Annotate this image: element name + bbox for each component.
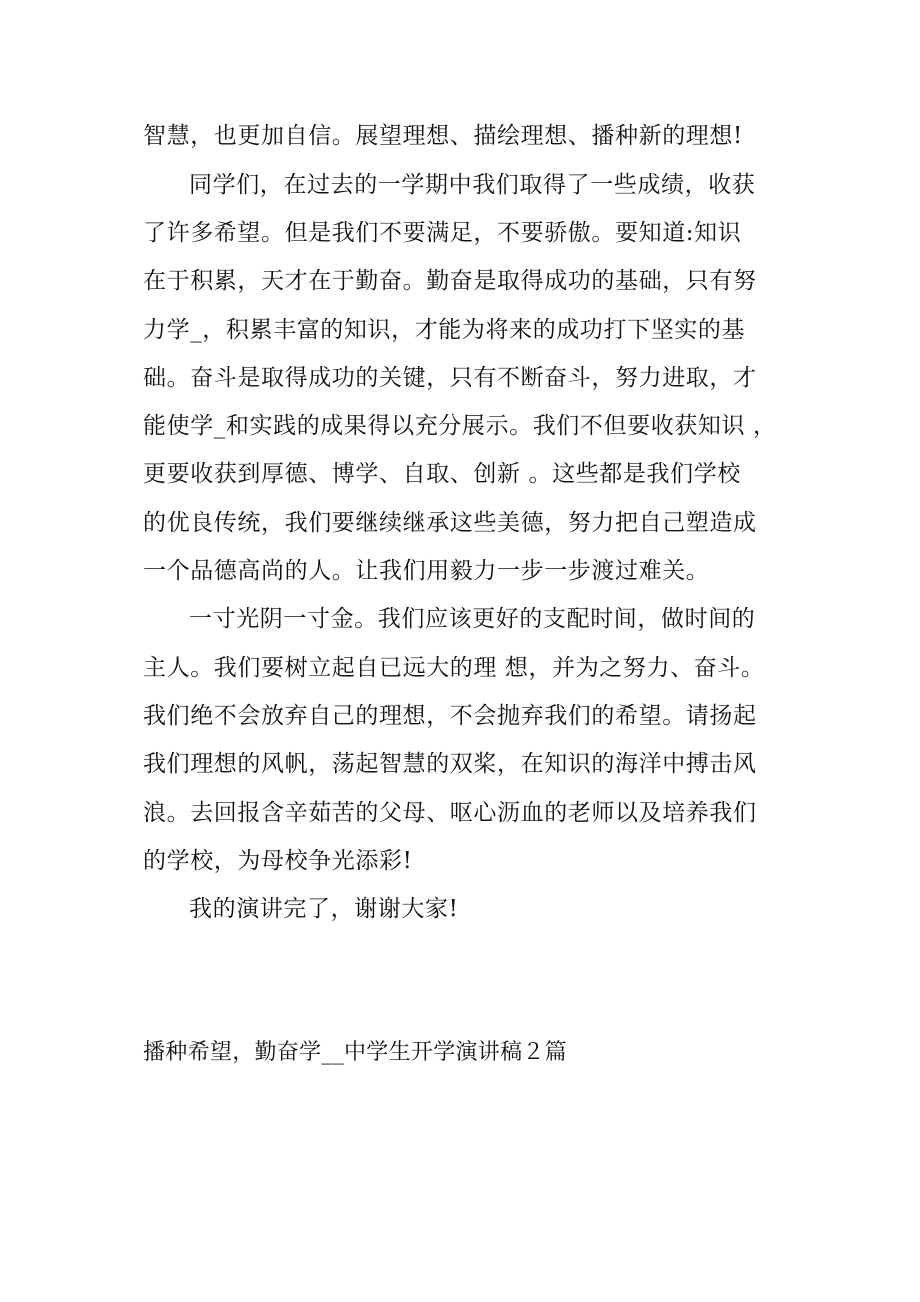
section-title: 播种希望，勤奋学__中学生开学演讲稿２篇 — [143, 1040, 568, 1065]
text-line: 我们理想的风帆，荡起智慧的双桨，在知识的海洋中搏击风 — [143, 751, 757, 777]
text-line: 同学们，在过去的一学期中我们取得了一些成绩，收获 — [189, 172, 756, 198]
text-line: 一个品德高尚的人。让我们用毅力一步一步渡过难关。 — [143, 558, 710, 584]
text-line: 础。奋斗是取得成功的关键，只有不断奋斗，努力进取，才 — [143, 365, 757, 391]
text-line: 我的演讲完了，谢谢大家! — [189, 896, 459, 922]
text-line: 更要收获到厚德、博学、自取、创新 。这些都是我们学校 — [143, 461, 741, 487]
text-line: 的优良传统，我们要继续继承这些美德，努力把自己塑造成 — [143, 510, 757, 536]
text-line: 力学_，积累丰富的知识，才能为将来的成功打下坚实的基 — [143, 317, 746, 343]
text-line: 在于积累，天才在于勤奋。勤奋是取得成功的基础，只有努 — [143, 268, 757, 294]
text-line: 我们绝不会放弃自己的理想，不会抛弃我们的希望。请扬起 — [143, 703, 757, 729]
text-line: 一寸光阴一寸金。我们应该更好的支配时间，做时间的 — [189, 606, 756, 632]
text-line: 智慧，也更加自信。展望理想、描绘理想、播种新的理想! — [143, 123, 743, 149]
text-line: 能使学_和实践的成果得以充分展示。我们不但要收获知识 ， — [143, 413, 777, 439]
text-line: 浪。去回报含辛茹苦的父母、呕心沥血的老师以及培养我们 — [143, 800, 757, 826]
text-line: 的学校，为母校争光添彩! — [143, 848, 413, 874]
text-line: 了许多希望。但是我们不要满足，不要骄傲。要知道:知识 — [143, 220, 742, 246]
text-line: 主人。我们要树立起自已远大的理 想，并为之努力、奋斗。 — [143, 655, 765, 681]
